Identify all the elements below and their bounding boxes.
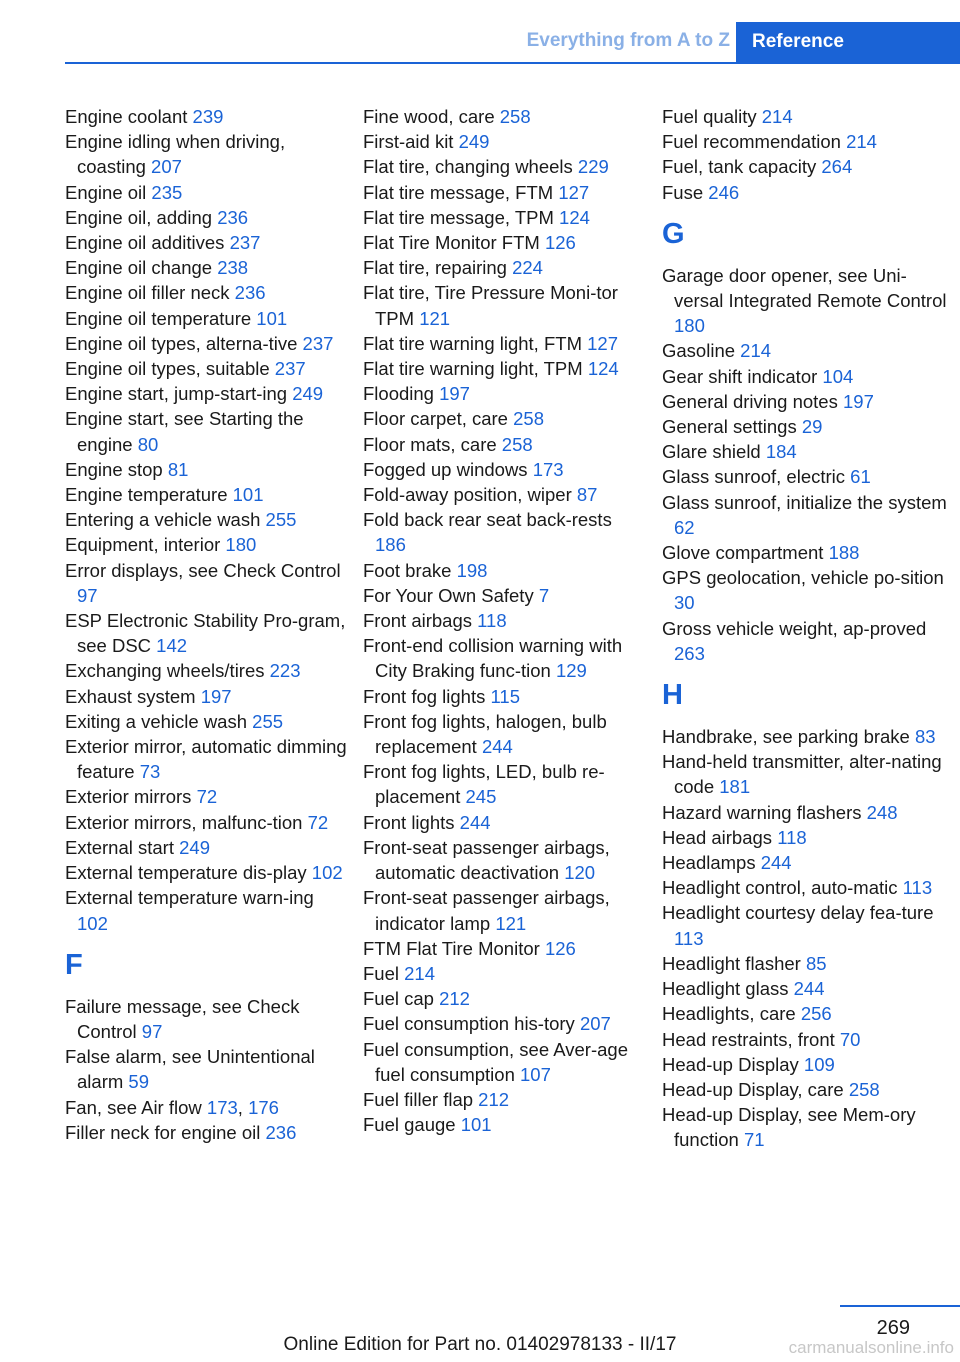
page-reference-link[interactable]: 207 [151,156,182,178]
page-reference-link[interactable]: 207 [579,1013,611,1035]
index-entry-term: Engine start, jump-start-ing [65,383,293,405]
index-entry-term: Fold back rear seat back-rests [363,509,612,531]
index-entry-term: Flat tire, Tire Pressure Moni-tor TPM [363,282,618,329]
page-reference-link[interactable]: 126 [544,232,576,254]
index-entry [662,850,952,875]
page-reference-link[interactable]: 127 [558,181,590,203]
index-entry [662,129,952,154]
page-reference-link[interactable]: 258 [501,433,533,455]
page-reference-link[interactable]: 184 [765,441,797,463]
page-reference-link[interactable]: 87 [576,484,598,506]
index-entry [65,306,347,331]
header-tab-reference: Reference [736,22,960,62]
index-entry-term: Exhaust system [65,685,201,707]
index-entry [65,994,347,1044]
page-reference-link[interactable]: 101 [460,1114,492,1136]
page-reference-link[interactable]: 129 [555,660,587,682]
index-entry-term: Failure message, see Check Control [65,995,300,1042]
index-entry-term: Head-up Display, care [662,1078,849,1100]
index-entry-term: Fuel recommendation [662,131,847,153]
index-entry-term: Engine oil types, suitable [65,358,275,380]
page-reference-link[interactable]: 180 [225,534,257,556]
index-entry-term: Exiting a vehicle wash [65,710,253,732]
index-entry [363,608,645,633]
page-number: 269 [876,1317,910,1339]
index-entry-term: Head airbags [662,826,778,848]
index-entry [662,749,952,799]
index-entry-term: Gear shift indicator [662,365,823,387]
index-entry [65,734,347,784]
index-entry-term: External temperature warn-ing [65,887,314,909]
index-entry [65,104,347,129]
page-reference-link[interactable]: 101 [256,307,288,329]
index-entry [662,154,952,179]
index-entry-term: Head-up Display [662,1053,804,1075]
page-reference-link[interactable]: 61 [850,466,871,488]
index-entry [65,709,347,734]
page-reference-link[interactable]: 97 [77,584,98,606]
index-entry-term: Front-seat passenger airbags, automatic deactivation [363,836,610,884]
index-entry [662,951,952,976]
index-entry [662,616,952,666]
index-entry [363,1112,645,1137]
index-entry-term: Engine start, see Starting the engine [65,408,304,455]
index-entry-term: Exterior mirrors, malfunc-tion [65,811,308,833]
index-entry [363,381,645,406]
page-reference-link[interactable]: 256 [800,1003,832,1025]
page-reference-link[interactable]: 180 [674,315,705,337]
index-entry [363,684,645,709]
index-entry-term: Gross vehicle weight, ap-proved [662,617,927,639]
index-entry-term: External temperature dis-play [65,862,312,884]
index-entry [662,104,952,129]
page-reference-link[interactable]: 223 [269,660,301,682]
page-reference-link[interactable]: 237 [229,232,261,254]
page-reference-link[interactable]: 72 [196,786,218,808]
index-entry-term: General settings [662,416,802,438]
index-entry-term: Exterior mirror, automatic dimming feature [65,736,347,783]
index-entry [363,406,645,431]
index-entry [65,885,347,935]
index-entry [363,1087,645,1112]
index-entry-term: GPS geolocation, vehicle po-sition [662,567,944,589]
page-reference-link[interactable]: 173 [532,458,564,480]
index-entry [65,532,347,557]
page-reference-link[interactable]: 7 [538,584,550,606]
index-entry [65,331,347,356]
page-reference-link[interactable]: 263 [674,642,705,664]
index-entry-term: Filler neck for engine oil [65,1121,266,1143]
index-entry [662,565,952,615]
index-entry [662,1077,952,1102]
index-entry-term: Foot brake [363,559,457,581]
index-entry [65,482,347,507]
index-entry-term: Gasoline [662,340,741,362]
page-reference-link[interactable]: 73 [139,761,161,783]
index-entry-term: Front-end collision warning with City Braking func-tion [363,635,623,682]
index-entry [65,406,347,456]
index-entry [662,439,952,464]
index-entry-term: Fold-away position, wiper [363,484,577,506]
page-reference-link[interactable]: 120 [564,862,596,884]
index-entry [65,507,347,532]
index-entry [65,180,347,205]
index-entry [363,1011,645,1036]
index-entry [662,976,952,1001]
index-entry-term: Front fog lights, halogen, bulb replacement [363,710,607,758]
index-entry [363,558,645,583]
page-reference-link[interactable]: 109 [803,1053,835,1075]
page-reference-link[interactable]: 236 [217,206,249,228]
page-reference-link[interactable]: 113 [902,877,933,899]
index-entry [662,263,952,339]
page-reference-link[interactable]: 212 [478,1088,510,1110]
page-reference-link[interactable]: 62 [674,516,695,538]
page-reference-link[interactable]: 197 [843,390,874,412]
page-reference-link[interactable]: 107 [520,1063,551,1085]
header-rule [65,62,960,64]
index-entry-term: Entering a vehicle wash [65,509,266,531]
index-entry [363,457,645,482]
index-entry [363,885,645,935]
index-entry-term: Handbrake, see parking brake [662,726,915,748]
page-reference-link[interactable]: 118 [477,610,507,632]
index-entry [363,583,645,608]
index-entry-term: Front-seat passenger airbags, indicator lamp [363,887,610,934]
index-entry-term: Garage door opener, see Uni-versal Integrated Remote Control [662,264,947,312]
index-entry [65,205,347,230]
page-reference-link[interactable]: 255 [252,710,284,732]
page-reference-link[interactable]: 197 [200,685,232,707]
header-section-title: Everything from A to Z [526,30,730,51]
index-entry-term: Flat tire warning light, FTM [363,332,588,354]
page-reference-link[interactable]: 258 [499,106,531,127]
page-reference-link[interactable]: 214 [740,340,772,362]
index-entry-term: Exterior mirrors [65,786,197,808]
page-reference-link[interactable]: 214 [846,131,877,153]
index-entry-term: Glare shield [662,441,766,463]
page-reference-link[interactable]: 235 [151,181,183,203]
index-entry-term: Fan, see Air flow [65,1096,207,1118]
page-reference-link[interactable]: 115 [490,685,521,707]
index-entry [65,658,347,683]
index-entry-term: Flat tire, repairing [363,257,513,279]
page-reference-link[interactable]: 258 [513,408,544,430]
page-reference-link[interactable]: 121 [495,912,527,934]
index-entry-term: Headlight flasher [662,952,806,974]
index-entry-term: Engine oil change [65,257,218,279]
index-entry [363,709,645,759]
page-reference-link[interactable]: 118 [777,826,807,848]
page-reference-link[interactable]: 102 [77,912,108,934]
page-reference-link[interactable]: 101 [232,484,264,506]
index-entry [65,457,347,482]
index-entry [363,759,645,809]
page-reference-link[interactable]: 127 [587,332,618,354]
index-entry [363,432,645,457]
index-entry [662,490,952,540]
index-entry-term: First-aid kit [363,131,459,153]
index-entry-term: Head-up Display, see Mem-ory function [662,1104,916,1151]
page-reference-link[interactable]: 176 [248,1096,279,1118]
index-entry-term: ESP Electronic Stability Pro-gram, see DSC [65,610,346,657]
index-entry-term: Fuel consumption his-tory [363,1013,580,1035]
page-reference-link[interactable]: 248 [866,801,898,823]
index-entry [662,540,952,565]
index-entry [662,900,952,950]
index-entry [363,482,645,507]
index-entry [363,961,645,986]
page-reference-link[interactable]: 212 [439,988,470,1010]
index-entry-term: Glass sunroof, initialize the system [662,491,947,513]
section-letter: H [662,679,683,712]
page-reference-link[interactable]: 198 [456,559,488,581]
index-entry-term: Head restraints, front [662,1028,840,1050]
index-entry [662,875,952,900]
page-reference-link[interactable]: 80 [137,433,159,455]
page-reference-link[interactable]: 236 [234,282,266,304]
index-entry-term: For Your Own Safety [363,584,539,606]
index-entry [662,389,952,414]
index-entry-term: Headlight glass [662,978,794,1000]
page-reference-link[interactable]: 246 [708,181,740,203]
index-entry [363,507,645,557]
index-entry-term: Engine idling when driving, coasting [65,131,286,178]
index-entry [363,255,645,280]
index-entry-term: External start [65,836,180,858]
index-entry-term: Fuel filler flap [363,1088,479,1110]
index-column-3 [662,104,952,1153]
page-reference-link[interactable]: 142 [156,635,188,657]
page-reference-link[interactable]: 59 [128,1071,149,1093]
index-entry [65,810,347,835]
index-entry-term: Equipment, interior [65,534,226,556]
index-entry-term: Flooding [363,383,440,405]
index-entry-term: Fogged up windows [363,458,533,480]
index-column-2 [363,104,645,1137]
page-reference-link[interactable]: 126 [544,937,576,959]
index-entry-term: Hazard warning flashers [662,801,867,823]
index-entry-term: Front fog lights, LED, bulb re-placement [363,761,605,808]
index-entry [662,1001,952,1026]
index-entry-term: Fuel consumption, see Aver-age fuel consumption [363,1038,628,1085]
index-entry [662,1027,952,1052]
page-reference-link[interactable]: 121 [419,307,451,329]
index-entry [363,936,645,961]
page-reference-link[interactable]: 224 [512,257,543,279]
index-entry [65,835,347,860]
page-reference-link[interactable]: 244 [760,852,792,874]
index-entry [662,464,952,489]
index-entry-term: Floor mats, care [363,433,502,455]
index-entry [363,810,645,835]
page-reference-link[interactable]: 197 [439,383,470,405]
page-reference-link[interactable]: 245 [465,786,497,808]
index-entry [363,154,645,179]
index-entry-term: False alarm, see Unintentional alarm [65,1046,315,1093]
index-entry: Fan, see Air flow 173, 176 [65,1096,279,1118]
section-letter: G [662,217,685,250]
page-reference-link[interactable]: 214 [761,106,793,127]
index-entry-term: Fuel gauge [363,1114,461,1136]
index-entry-term: Flat tire message, FTM [363,181,559,203]
index-entry [363,230,645,255]
index-entry [65,784,347,809]
page-reference-link[interactable]: 173 [206,1096,238,1118]
page-reference-link[interactable]: 124 [559,206,590,228]
index-entry-term: Engine stop [65,458,168,480]
page-reference-link[interactable]: 85 [805,952,827,974]
index-entry-term: Exchanging wheels/tires [65,660,270,682]
index-entry [662,724,952,749]
index-entry [662,825,952,850]
index-entry-term: Front lights [363,811,460,833]
page-reference-link[interactable]: 186 [375,534,406,556]
page-reference-link[interactable]: 72 [307,811,329,833]
index-entry [363,205,645,230]
index-entry-term: Engine oil additives [65,232,230,254]
index-entry-term: Engine temperature [65,484,233,506]
index-column-1 [65,104,347,1145]
index-entry [65,1044,347,1094]
index-entry [662,180,952,205]
page-reference-link[interactable]: 244 [481,736,513,758]
index-entry [65,684,347,709]
page-reference-link[interactable]: 255 [265,509,297,531]
page-reference-link[interactable]: 97 [141,1020,163,1042]
index-entry [65,1120,347,1145]
page-reference-link[interactable]: 81 [167,458,189,480]
index-entry [65,255,347,280]
page-reference-link[interactable]: 83 [914,726,936,748]
page-reference-link[interactable]: 236 [265,1121,297,1143]
page-reference-link[interactable]: 244 [459,811,491,833]
page-reference-link[interactable]: 238 [217,257,249,279]
index-entry-term: Front airbags [363,610,478,632]
index-entry-term: Floor carpet, care [363,408,514,430]
page-reference-link[interactable]: 188 [828,542,860,564]
page-reference-link[interactable]: 29 [801,416,823,438]
index-entry-term: FTM Flat Tire Monitor [363,937,545,959]
index-entry [65,558,347,608]
page-reference-link[interactable]: 214 [404,962,436,984]
index-entry-term: Fuel [363,962,405,984]
index-entry-term: Glass sunroof, electric [662,466,851,488]
index-entry [363,1037,645,1087]
index-entry [65,356,347,381]
index-entry-term: Engine oil types, alterna-tive [65,332,303,354]
index-entry [363,986,645,1011]
index-entry [65,129,347,179]
footer-rule [840,1305,960,1307]
page-reference-link[interactable]: 70 [839,1028,861,1050]
page-reference-link[interactable]: 258 [848,1078,880,1100]
index-entry [662,1102,952,1152]
index-entry-term: General driving notes [662,390,843,412]
index-entry-term: Headlamps [662,852,761,874]
index-entry-term: Error displays, see Check Control [65,559,341,581]
index-entry-term: Fuel cap [363,988,440,1010]
index-entry-term: Headlight courtesy delay fea-ture [662,902,934,924]
page-reference-link[interactable]: 71 [743,1129,765,1151]
index-entry [662,1052,952,1077]
index-entry [662,414,952,439]
page-reference-link[interactable]: 237 [274,358,306,380]
index-entry-term: Engine oil, adding [65,206,218,228]
page-reference-link[interactable]: 181 [719,776,751,798]
index-entry-term: Fuel, tank capacity [662,156,822,178]
index-entry [662,364,952,389]
index-entry-term: Flat tire message, TPM [363,206,560,228]
index-entry [65,860,347,885]
page-reference-link[interactable]: 30 [674,592,695,614]
page-reference-link[interactable]: 237 [302,332,334,354]
index-entry-term: Flat tire warning light, TPM [363,358,588,380]
index-entry-term: Engine coolant [65,106,193,127]
edition-footer: Online Edition for Part no. 01402978133 - II/17 [283,1334,677,1355]
index-entry-term: Flat tire, changing wheels [363,156,578,178]
index-entry [65,608,347,658]
index-entry-term: Headlight control, auto-matic [662,877,903,899]
index-entry-term: Fine wood, care [363,106,500,127]
index-entry-term: Engine oil [65,181,152,203]
page-reference-link[interactable]: 244 [793,978,825,1000]
page-reference-link[interactable]: 249 [179,836,211,858]
index-entry-term: Engine oil filler neck [65,282,235,304]
index-entry [363,356,645,381]
index-entry [662,338,952,363]
index-entry-term: Headlights, care [662,1003,801,1025]
page-reference-link[interactable]: 104 [822,365,854,387]
page-reference-link[interactable]: 124 [587,358,619,380]
index-entry [363,129,645,154]
index-entry-term: Fuse [662,181,709,203]
index-entry [363,180,645,205]
section-letter: F [65,948,83,981]
index-entry [363,633,645,683]
index-entry-term: Front fog lights [363,685,491,707]
index-entry [363,104,645,129]
index-entry-term: Flat Tire Monitor FTM [363,232,545,254]
page-reference-link[interactable]: 102 [311,862,343,884]
index-entry [65,280,347,305]
index-entry [65,381,347,406]
index-entry-term: Glove compartment [662,542,829,564]
index-entry [363,331,645,356]
index-entry-term: Fuel quality [662,106,762,127]
page-reference-link[interactable]: 113 [674,927,704,949]
index-entry [662,800,952,825]
index-entry [363,280,645,330]
page-reference-link[interactable]: 249 [292,383,324,405]
index-entry-term: Hand-held transmitter, alter-nating code [662,751,942,798]
index-entry [363,835,645,885]
page-reference-link[interactable]: 229 [577,156,609,178]
index-entry-term: Engine oil temperature [65,307,257,329]
page-reference-link[interactable]: 249 [458,131,490,153]
watermark: carmanualsonline.info [788,1338,954,1357]
page-reference-link[interactable]: 239 [192,106,224,127]
page-reference-link[interactable]: 264 [821,156,853,178]
index-entry [65,230,347,255]
